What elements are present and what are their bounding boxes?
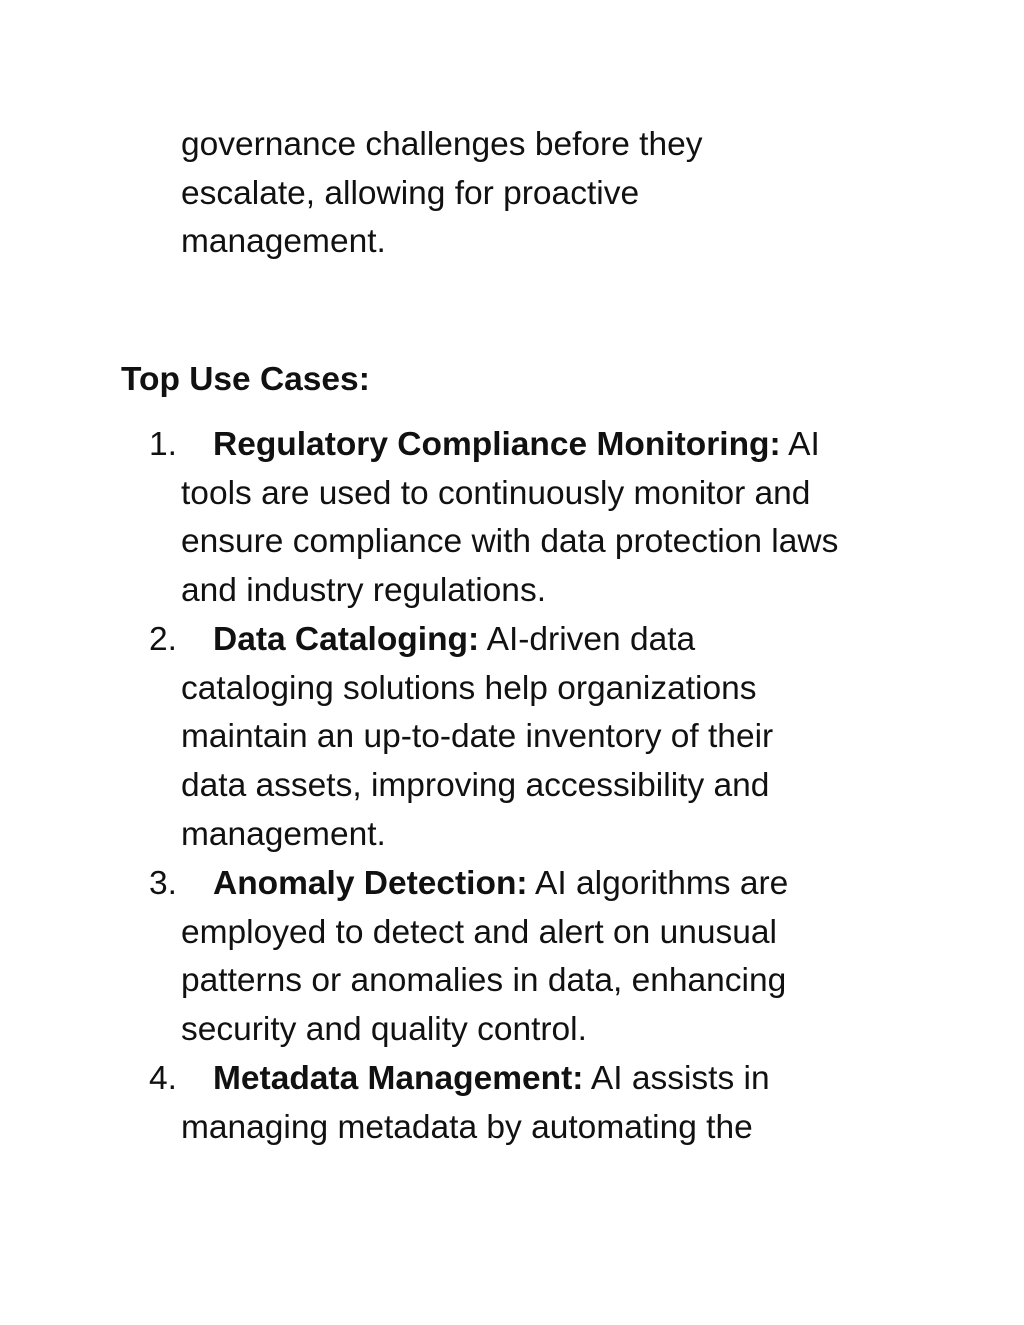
list-item-line: cataloging solutions help organizations <box>181 669 757 707</box>
list-item-first-line <box>149 1055 961 1104</box>
list-item-text: AI algorithms are <box>527 865 789 902</box>
list-item <box>149 860 961 1055</box>
intro-line: management. <box>181 223 386 261</box>
list-item-line: data assets, improving accessibility and <box>181 767 770 805</box>
list-item-line: ensure compliance with data protection laws <box>181 523 839 561</box>
list-item-first-line <box>149 421 961 470</box>
list-item-line: managing metadata by automating the <box>181 1108 753 1146</box>
list-item-number: 1. <box>149 426 177 463</box>
list-item-first-line <box>149 860 961 909</box>
list-item-title: Anomaly Detection: <box>213 865 528 902</box>
intro-paragraph <box>181 121 941 267</box>
list-item-line: management. <box>181 815 386 853</box>
section-heading: Top Use Cases: <box>121 361 370 398</box>
list-item <box>149 1055 961 1152</box>
list-item-line: patterns or anomalies in data, enhancing <box>181 962 787 1000</box>
list-item-line: security and quality control. <box>181 1011 587 1049</box>
list-item-text: AI-driven data <box>479 621 696 658</box>
list-item-text: AI assists in <box>583 1060 770 1097</box>
list-item-number: 4. <box>149 1060 177 1097</box>
list-item <box>149 616 961 860</box>
list-item-line: employed to detect and alert on unusual <box>181 913 777 951</box>
list-item <box>149 421 961 616</box>
list-item-first-line <box>149 616 961 665</box>
list-item-number: 2. <box>149 621 177 658</box>
list-item-text: AI <box>780 426 820 463</box>
list-item-title: Metadata Management: <box>213 1060 584 1097</box>
list-item-title: Data Cataloging: <box>213 621 480 658</box>
intro-line: escalate, allowing for proactive <box>181 174 640 212</box>
list-item-number: 3. <box>149 865 177 902</box>
list-item-line: maintain an up-to-date inventory of their <box>181 718 774 756</box>
list-item-title: Regulatory Compliance Monitoring: <box>213 426 781 463</box>
intro-line: governance challenges before they <box>181 126 703 163</box>
list-item-line: tools are used to continuously monitor and <box>181 474 811 512</box>
list-item-line: and industry regulations. <box>181 572 546 610</box>
